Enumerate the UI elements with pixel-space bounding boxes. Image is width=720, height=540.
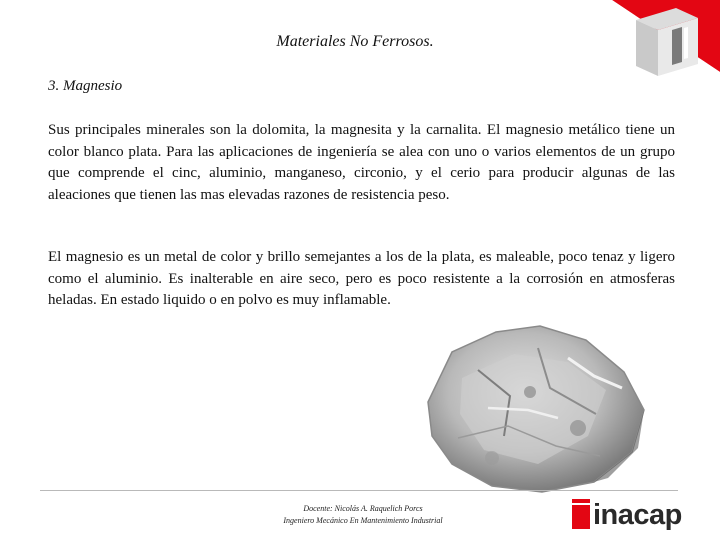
paragraph-properties: El magnesio es un metal de color y brillo semejantes a los de la plata, es maleable, poco tenaz y ligero como el aluminio. Es inalterable en aire seco, pero es poco resistente a la corrosión en atmosferas heladas. En estado liquido o en polvo es muy inflamable.	[48, 249, 675, 308]
footer-author: Docente: Nicolás A. Raquelich Porcs	[303, 504, 423, 513]
paragraph-minerals: Sus principales minerales son la dolomita, la magnesita y la carnalita. El magnesio metálico tiene un color blanco plata. Para las aplicaciones de ingeniería se alea con uno o varios elementos de un grupo que comprende el cinc, aluminio, manganeso, circonio, y el cerio para producir algunas de las aleaciones que tienen las mas elevadas razones de resistencia peso.	[48, 122, 675, 203]
slide-title: Materiales No Ferrosos.	[276, 33, 434, 50]
footer-role: Ingeniero Mecánico En Mantenimiento Industrial	[283, 516, 443, 525]
magnesium-ore-rock-image	[418, 318, 650, 496]
section-heading: 3. Magnesio	[48, 78, 123, 94]
footer-divider	[40, 490, 678, 491]
brand-wordmark: inacap	[593, 499, 682, 531]
footer-credits	[240, 503, 486, 527]
